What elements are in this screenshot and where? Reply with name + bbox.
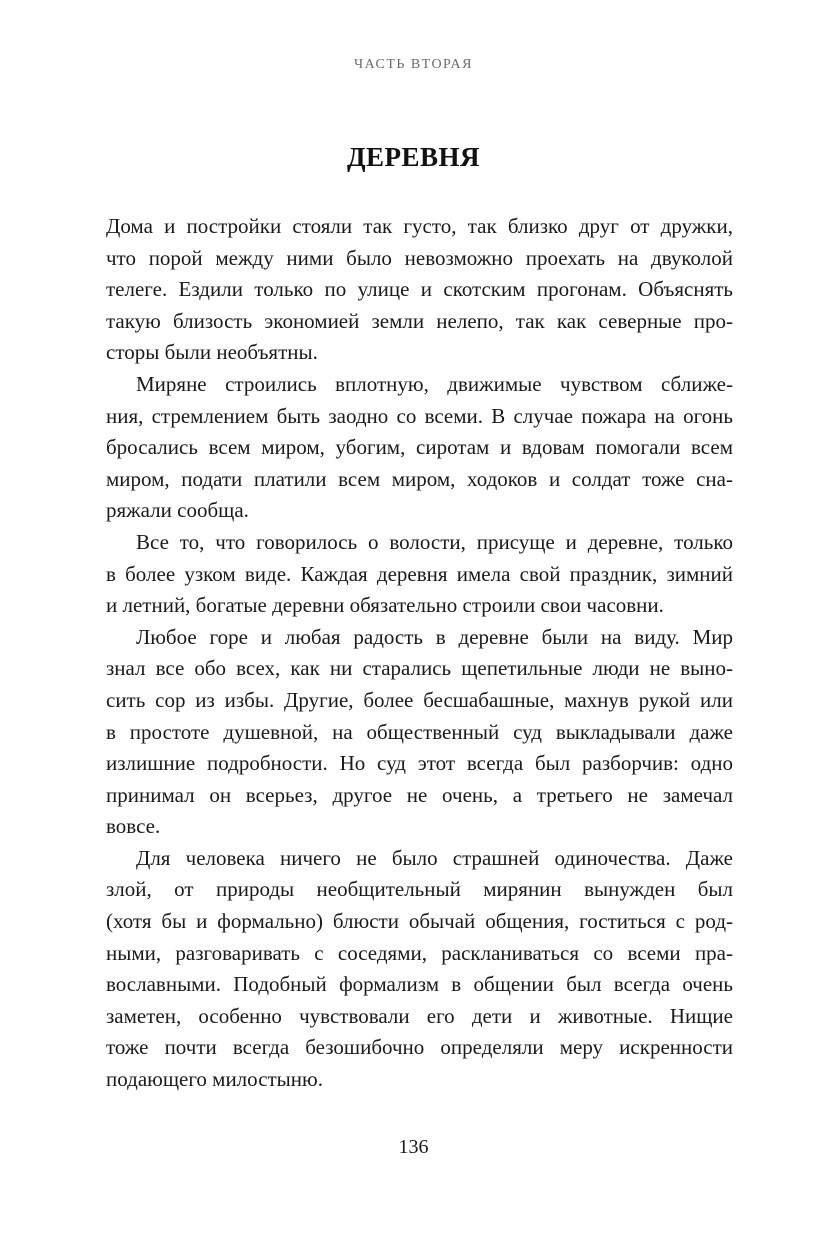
text-line: что порой между ними было невозможно проехать на двуколой xyxy=(106,245,733,270)
text-line: вовсе. xyxy=(106,814,161,839)
text-line: сить сор из избы. Другие, более бесшабашные, махнув рукой или xyxy=(106,687,733,712)
text-line: Для человека ничего не было страшней одиночества. Даже xyxy=(136,845,733,870)
text-line: ния, стремлением быть заодно со всеми. В случае пожара на огонь xyxy=(106,403,733,428)
paragraph xyxy=(106,211,733,369)
text-line: и летний, богатые деревни обязательно строили свои часовни. xyxy=(106,593,664,618)
text-line: излишние подробности. Но суд этот всегда был разборчив: одно xyxy=(106,751,733,776)
chapter-title: ДЕРЕВНЯ xyxy=(346,142,481,172)
text-line: в простоте душевной, на общественный суд выкладывали даже xyxy=(106,719,733,744)
page-number: 136 xyxy=(398,1136,429,1158)
text-line: Миряне строились вплотную, движимые чувством сближе- xyxy=(136,371,733,396)
text-line: в более узком виде. Каждая деревня имела свой праздник, зимний xyxy=(106,561,733,586)
text-line: ряжали сообща. xyxy=(106,498,249,523)
running-head: ЧАСТЬ ВТОРАЯ xyxy=(353,57,473,72)
text-line: знал все обо всех, как ни старались щепетильные люди не выно- xyxy=(106,656,733,681)
text-line: такую близость экономией земли нелепо, так как северные про- xyxy=(106,308,733,333)
text-line: принимал он всерьез, другое не очень, а третьего не замечал xyxy=(106,782,733,807)
text-line: ными, разговаривать с соседями, раскланиваться со всеми пра- xyxy=(106,940,733,965)
text-line: заметен, особенно чувствовали его дети и животные. Нищие xyxy=(106,1003,733,1028)
text-line: миром, подати платили всем миром, ходоков и солдат тоже сна- xyxy=(106,466,733,491)
text-line: бросались всем миром, убогим, сиротам и вдовам помогали всем xyxy=(106,435,733,460)
text-line: вославными. Подобный формализм в общении был всегда очень xyxy=(106,972,733,997)
text-line: сторы были необъятны. xyxy=(106,340,318,365)
text-line: телеге. Ездили только по улице и скотским прогонам. Объяснять xyxy=(106,277,733,302)
text-line: Дома и постройки стояли так густо, так близко друг от дружки, xyxy=(106,214,733,238)
text-line: злой, от природы необщительный мирянин вынужден был xyxy=(106,877,733,902)
paragraph xyxy=(106,527,733,622)
text-line: Любое горе и любая радость в деревне были на виду. Мир xyxy=(136,624,733,649)
text-line: тоже почти всегда безошибочно определяли меру искренности xyxy=(106,1035,733,1060)
paragraph xyxy=(106,843,733,1096)
text-line: подающего милостыню. xyxy=(106,1067,323,1092)
body-text xyxy=(106,211,733,1096)
text-line: Все то, что говорилось о волости, присуще и деревне, только xyxy=(136,529,733,554)
paragraph xyxy=(106,622,733,843)
text-line: (хотя бы и формально) блюсти обычай общения, гоститься с род- xyxy=(106,909,733,934)
paragraph xyxy=(106,369,733,527)
